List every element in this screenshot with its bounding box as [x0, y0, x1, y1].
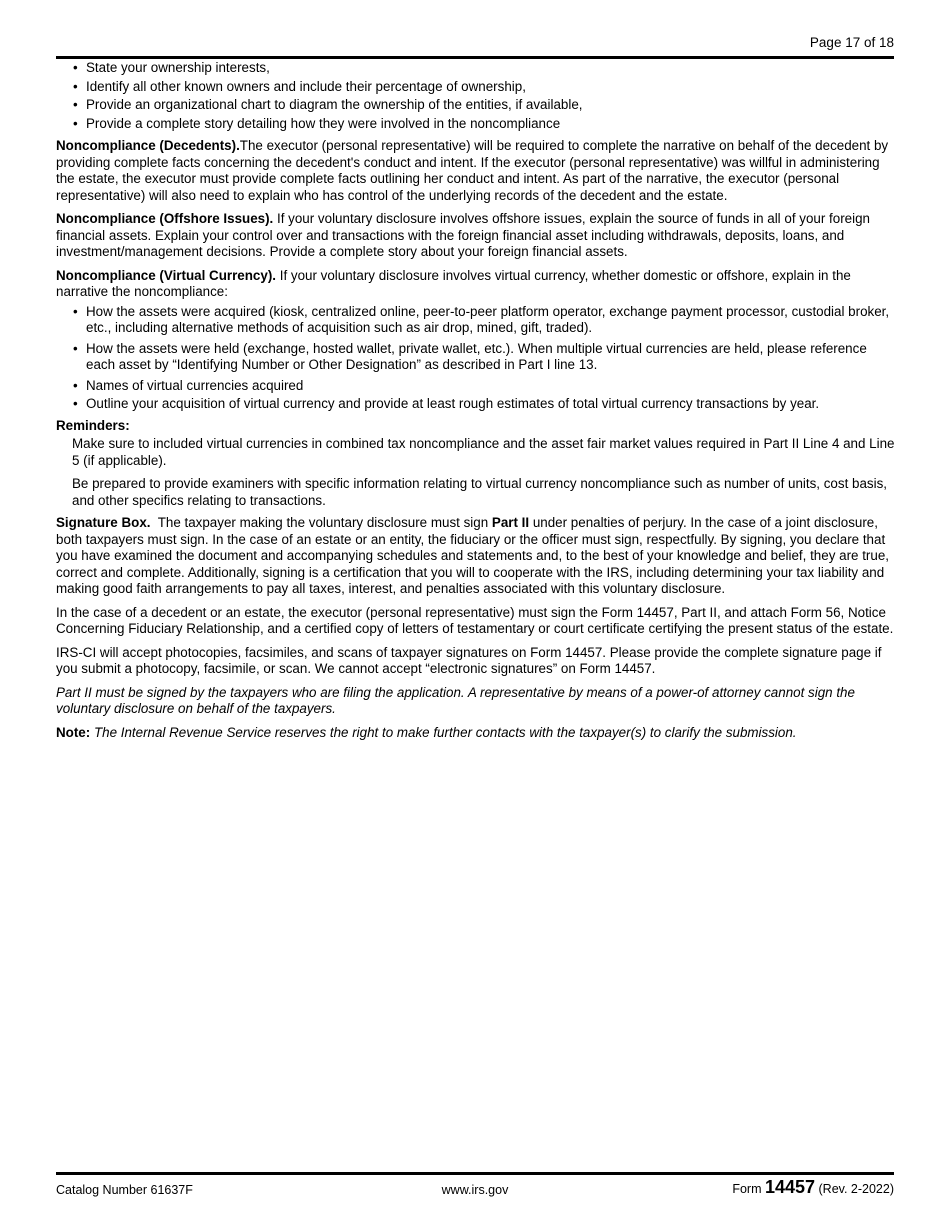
list-item: • How the assets were held (exchange, hosted wallet, private wallet, etc.). When multiple virtual currencies are held, please reference each asset by “Identifying Number or Other Designation” as described in Part I line 13.	[56, 341, 896, 374]
virtual-currency-heading: Noncompliance (Virtual Currency).	[56, 267, 277, 283]
virtual-currency-bullet-list	[56, 304, 896, 413]
signature-heading: Signature Box.	[56, 515, 151, 530]
form-number: 14457	[764, 1177, 816, 1197]
note-paragraph	[56, 725, 896, 742]
offshore-text: If your voluntary disclosure involves offshore issues, explain the source of funds in all of your foreign financial assets. Explain your control over and transactions with the foreign financial asset including withdrawals, deposits, loans, and investment/management decisions. Provide a complete story about your foreign financial assets.	[56, 211, 870, 259]
list-item: • How the assets were acquired (kiosk, centralized online, peer-to-peer platform operator, exchange payment processor, custodial broker, etc., including alternative methods of acquisition such as air drop, mined, gift, traded).	[56, 304, 896, 337]
irs-website-link[interactable]: www.irs.gov	[441, 1183, 509, 1197]
decedents-heading: Noncompliance (Decedents).	[56, 138, 240, 153]
signature-text-before: The taxpayer making the voluntary disclosure must sign	[150, 515, 492, 530]
ownership-bullet-list	[56, 60, 896, 132]
catalog-number: Catalog Number 61637F	[56, 1183, 193, 1197]
signature-text-after: under penalties of perjury. In the case of a joint disclosure, both taxpayers must sign. In the case of an estate or an entity, the fiduciary or the officer must sign, respectfully. By signing, you declare that you have examined the document and accompanying schedules and statements and, to the best of your knowledge and belief, they are true, correct and complete. Additionally, signing is a certification that you will to cooperate with the IRS, including determining your tax liability and making good faith arrangements to pay all taxes, interest, and penalties associated with this voluntary disclosure.	[56, 515, 889, 596]
decedents-text: The executor (personal representative) will be required to complete the narrative on behalf of the decedent by providing complete facts concerning the decedent's conduct and intent. If the executor (personal representative) was willful in administering the estate, the executor must provide complete facts outlining her conduct and intent. As part of the narrative, the executor (personal representative) will also need to explain who has control of the underlying records of the decedent and the estate.	[56, 138, 889, 203]
decedents-paragraph	[56, 138, 896, 204]
virtual-currency-text: If your voluntary disclosure involves virtual currency, whether domestic or offshore, explain in the narrative the noncompliance:	[56, 267, 851, 299]
note-text: The Internal Revenue Service reserves the right to make further contacts with the taxpayer(s) to clarify the submission.	[90, 724, 797, 740]
document-body	[56, 60, 896, 741]
virtual-currency-paragraph	[56, 268, 896, 301]
list-item: • Provide a complete story detailing how they were involved in the noncompliance	[56, 116, 896, 133]
page-header	[56, 34, 894, 59]
offshore-paragraph	[56, 211, 896, 261]
reminders-heading: Reminders:	[56, 417, 130, 433]
reminders-paragraph: Be prepared to provide examiners with specific information relating to virtual currency noncompliance such as number of units, cost basis, and other specifics relating to transactions.	[72, 476, 887, 508]
page-number: Page 17 of 18	[809, 35, 894, 50]
note-label: Note:	[56, 724, 91, 740]
signature-part-label: Part II	[491, 515, 530, 530]
list-item: • Names of virtual currencies acquired	[56, 378, 896, 395]
form-revision: (Rev. 2-2022)	[815, 1182, 894, 1196]
list-item: • State your ownership interests,	[56, 60, 896, 77]
form-prefix: Form	[732, 1182, 765, 1196]
signature-paragraph	[56, 515, 896, 598]
list-item: • Provide an organizational chart to diagram the ownership of the entities, if available,	[56, 97, 896, 114]
estate-paragraph: In the case of a decedent or an estate, the executor (personal representative) must sign the Form 14457, Part II, and attach Form 56, Notice Concerning Fiduciary Relationship, and a certified copy of letters of testamentary or court certificate certifying the present status of the estate.	[56, 604, 894, 636]
list-item: • Identify all other known owners and include their percentage of ownership,	[56, 79, 896, 96]
offshore-heading: Noncompliance (Offshore Issues).	[56, 211, 274, 226]
list-item: • Outline your acquisition of virtual currency and provide at least rough estimates of total virtual currency transactions by year.	[56, 396, 896, 413]
photocopy-paragraph: IRS-CI will accept photocopies, facsimiles, and scans of taxpayer signatures on Form 14457. Please provide the complete signature page if you submit a photocopy, facsimile, or scan. We cannot accept “electronic signatures” on Form 14457.	[56, 644, 882, 676]
reminders-paragraph: Make sure to included virtual currencies in combined tax noncompliance and the asset fair market values required in Part II Line 4 and Line 5 (if applicable).	[72, 436, 895, 468]
form-identifier	[732, 1177, 894, 1198]
page-footer	[56, 1172, 894, 1203]
part2-signature-note: Part II must be signed by the taxpayers who are filing the application. A representative by means of a power-of attorney cannot sign the voluntary disclosure on behalf of the taxpayers.	[56, 684, 855, 716]
